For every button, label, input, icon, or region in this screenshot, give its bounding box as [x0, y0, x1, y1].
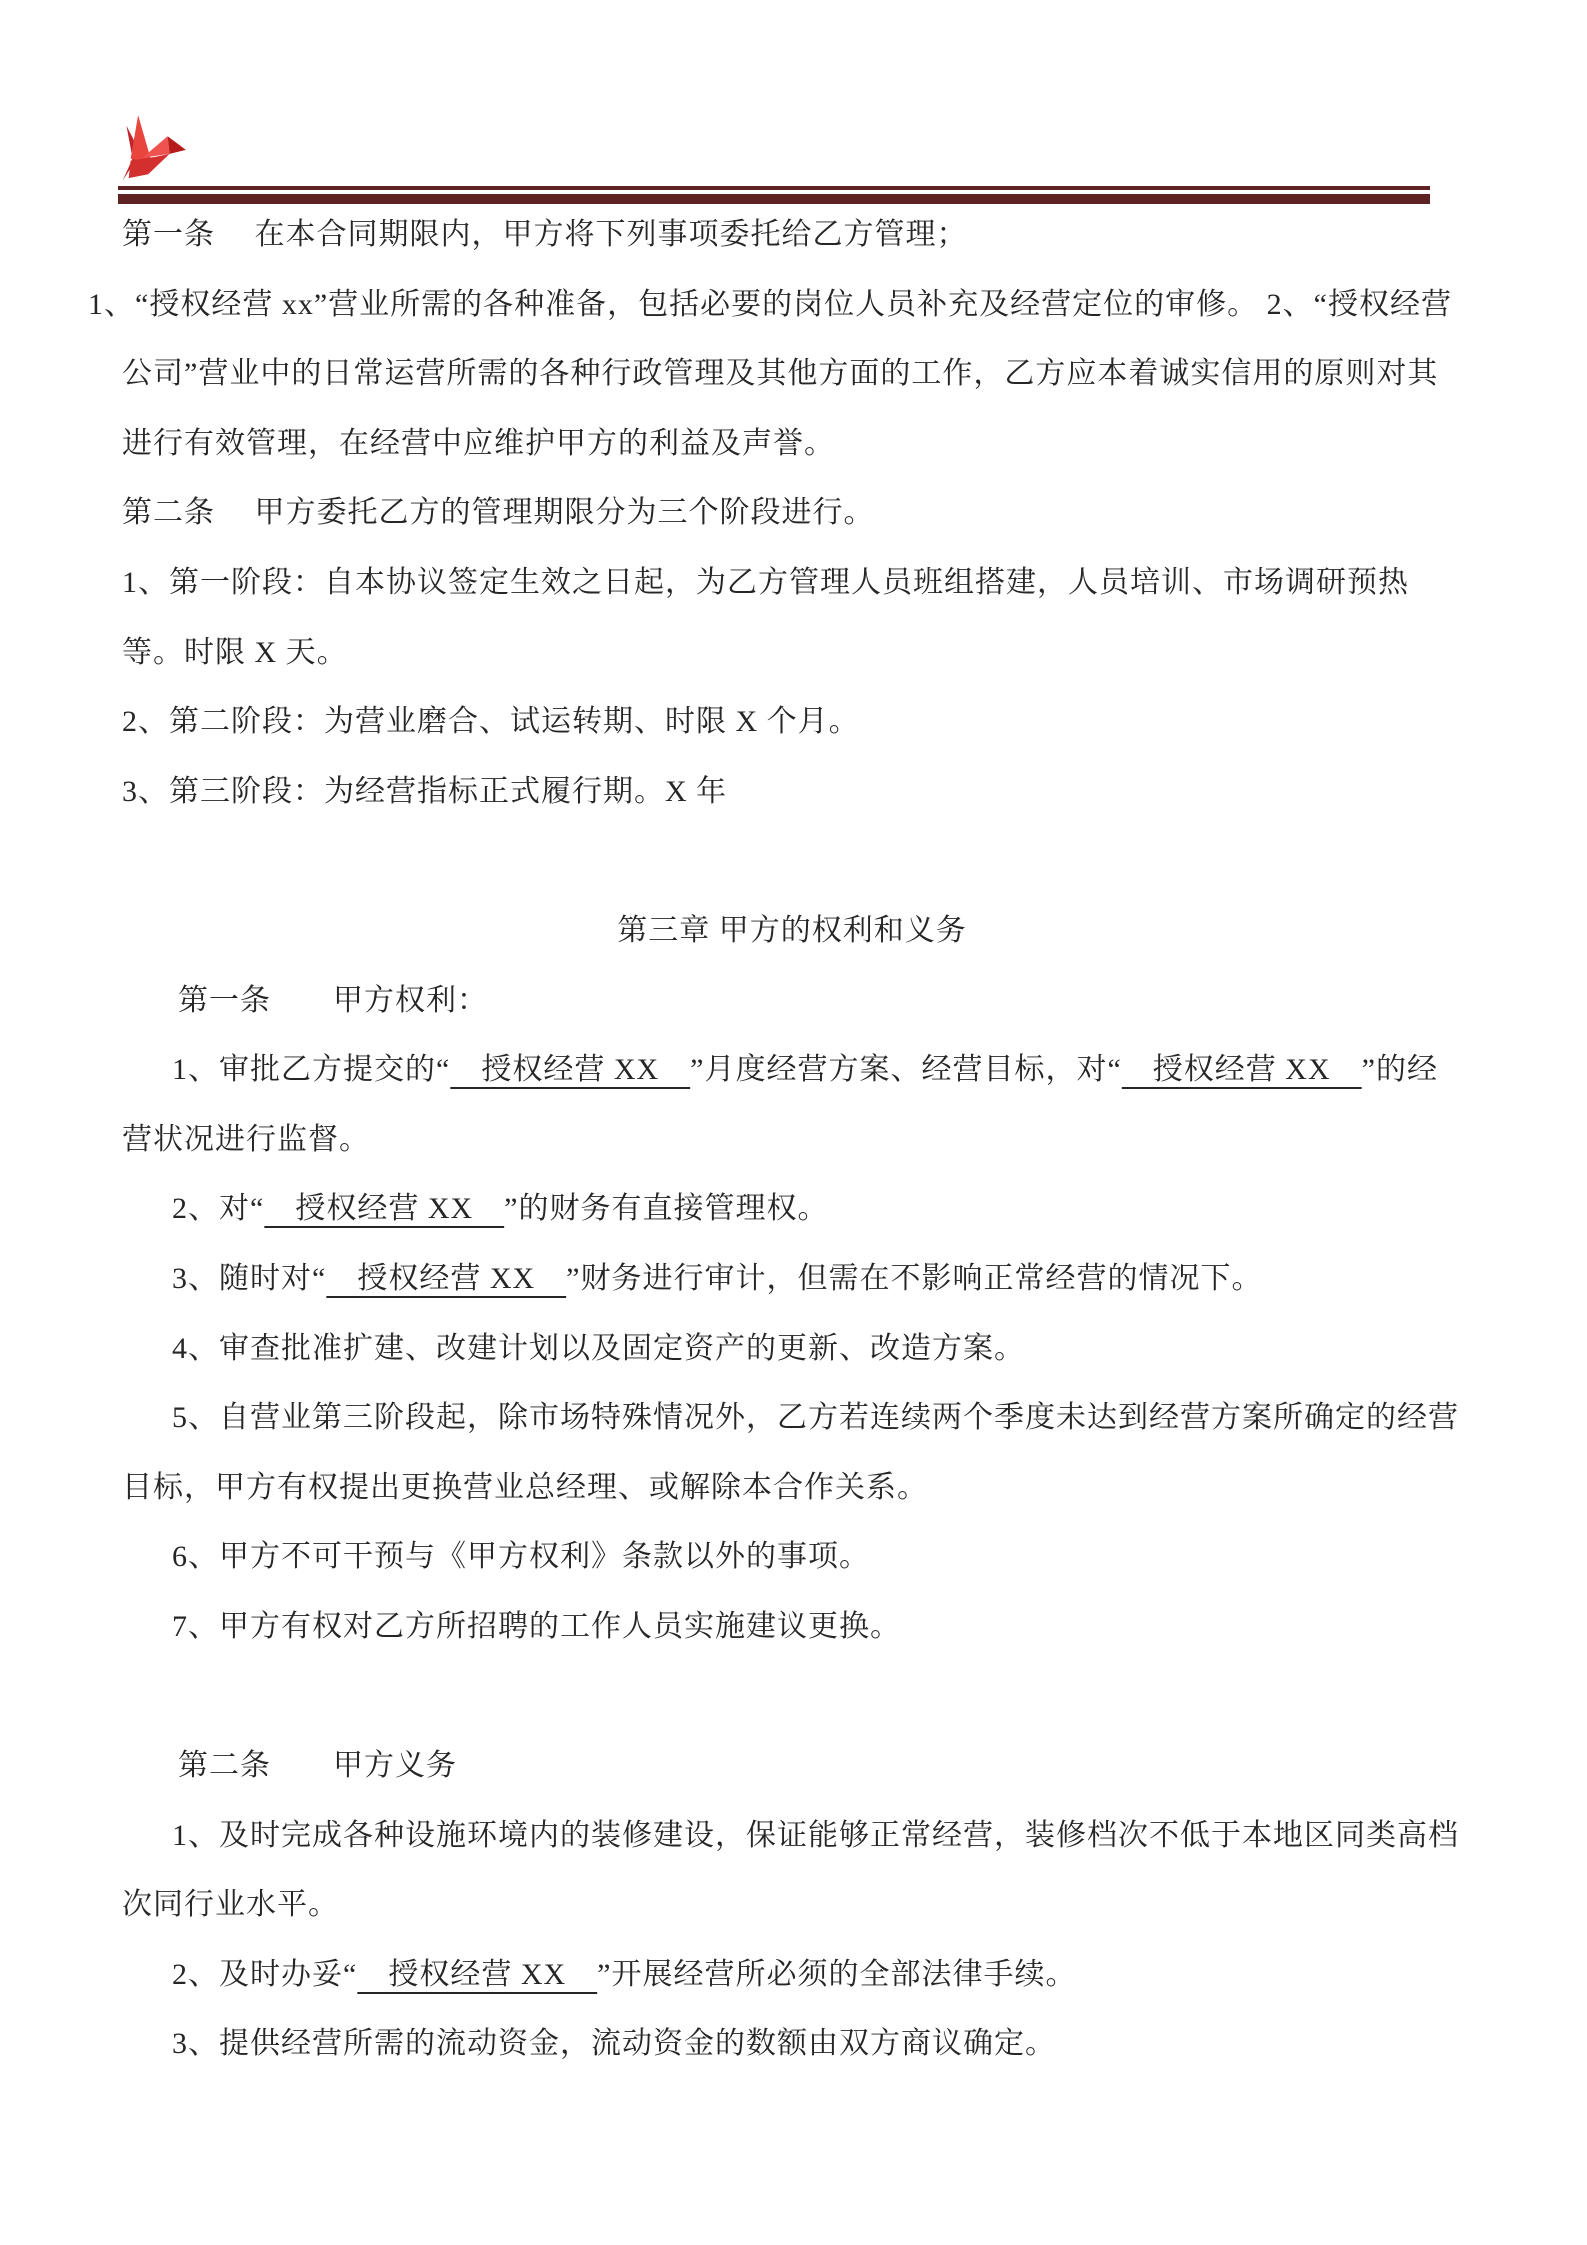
- chapter-3-clause-2-item-2: [122, 1940, 1462, 2010]
- text-run: 2、及时办妥“: [172, 1957, 358, 1991]
- text-run: ”的经营状况进行监督。: [122, 1053, 1438, 1156]
- text-run: 2、第二阶段：为营业磨合、试运转期、时限 X 个月。: [122, 705, 860, 739]
- chapter-3-clause-1-item-3: [122, 1244, 1462, 1314]
- clause-1-heading: [122, 200, 1462, 270]
- chapter-3-clause-2-item-3: [122, 2009, 1462, 2079]
- underlined-text-run: 授权经营 XX: [264, 1192, 505, 1226]
- chapter-3-clause-1-heading: [122, 966, 1462, 1036]
- chapter-3-clause-1-item-4: [122, 1314, 1462, 1384]
- text-run: 3、提供经营所需的流动资金，流动资金的数额由双方商议确定。: [172, 2027, 1056, 2061]
- text-run: 第一条 甲方权利：: [178, 983, 488, 1017]
- text-run: 7、甲方有权对乙方所招聘的工作人员实施建议更换。: [172, 1609, 901, 1643]
- text-run: ”月度经营方案、经营目标，对“: [690, 1053, 1122, 1087]
- clause-2-item-3: [122, 757, 1462, 827]
- chapter-3-clause-1-item-2: [122, 1174, 1462, 1244]
- text-run: 第一条 在本合同期限内，甲方将下列事项委托给乙方管理；: [122, 218, 968, 251]
- chapter-3-clause-2-heading: [122, 1731, 1462, 1801]
- chapter-3-title: [122, 896, 1462, 966]
- text-run: 2、对“: [172, 1192, 265, 1226]
- text-run: 第三章 甲方的权利和义务: [617, 913, 967, 947]
- text-run: 1、第一阶段：自本协议签定生效之日起，为乙方管理人员班组搭建，人员培训、市场调研预热等。时限 X 天。: [122, 565, 1409, 669]
- clause-2-item-2: [122, 687, 1462, 757]
- clause-2-item-1: [122, 548, 1462, 687]
- chapter-3-clause-1-item-1: [122, 1035, 1462, 1174]
- blank-line: [122, 826, 1462, 896]
- text-run: 4、审查批准扩建、改建计划以及固定资产的更新、改造方案。: [172, 1331, 1025, 1365]
- origami-bird-logo-icon: [118, 110, 190, 184]
- underlined-text-run: 授权经营 XX: [1121, 1053, 1362, 1087]
- text-run: 3、随时对“: [172, 1261, 327, 1295]
- text-run: 第二条 甲方义务: [178, 1749, 457, 1783]
- document-body: [88, 200, 1462, 2079]
- underlined-text-run: 授权经营 XX: [357, 1957, 598, 1991]
- clause-1-item-1-2: [88, 270, 1462, 479]
- chapter-3-clause-1-item-5: [122, 1383, 1462, 1522]
- text-run: ”的财务有直接管理权。: [504, 1192, 829, 1226]
- text-run: 第二条 甲方委托乙方的管理期限分为三个阶段进行。: [122, 496, 875, 530]
- text-run: 1、及时完成各种设施环境内的装修建设，保证能够正常经营，装修档次不低于本地区同类高档次同行业水平。: [122, 1818, 1459, 1922]
- text-run: 1、审批乙方提交的“: [172, 1053, 451, 1087]
- text-run: ”财务进行审计，但需在不影响正常经营的情况下。: [566, 1261, 1263, 1295]
- text-run: 1、“授权经营 xx”营业所需的各种准备，包括必要的岗位人员补充及经营定位的审修。 2、“授权经营公司”营业中的日常运营所需的各种行政管理及其他方面的工作，乙方应本着诚实信用的原则对其进行有效管理，在经营中应维护甲方的利益及声誉。: [88, 287, 1452, 460]
- clause-2-heading: [122, 478, 1462, 548]
- underlined-text-run: 授权经营 XX: [450, 1053, 691, 1087]
- chapter-3-clause-1-item-6: [122, 1522, 1462, 1592]
- blank-line: [122, 1661, 1462, 1731]
- text-run: 6、甲方不可干预与《甲方权利》条款以外的事项。: [172, 1540, 870, 1574]
- text-run: 5、自营业第三阶段起，除市场特殊情况外，乙方若连续两个季度未达到经营方案所确定的经营目标，甲方有权提出更换营业总经理、或解除本合作关系。: [122, 1401, 1459, 1504]
- underlined-text-run: 授权经营 XX: [326, 1261, 567, 1295]
- text-run: 3、第三阶段：为经营指标正式履行期。X 年: [122, 774, 728, 808]
- chapter-3-clause-1-item-7: [122, 1592, 1462, 1662]
- chapter-3-clause-2-item-1: [122, 1801, 1462, 1940]
- text-run: ”开展经营所必须的全部法律手续。: [597, 1957, 1077, 1991]
